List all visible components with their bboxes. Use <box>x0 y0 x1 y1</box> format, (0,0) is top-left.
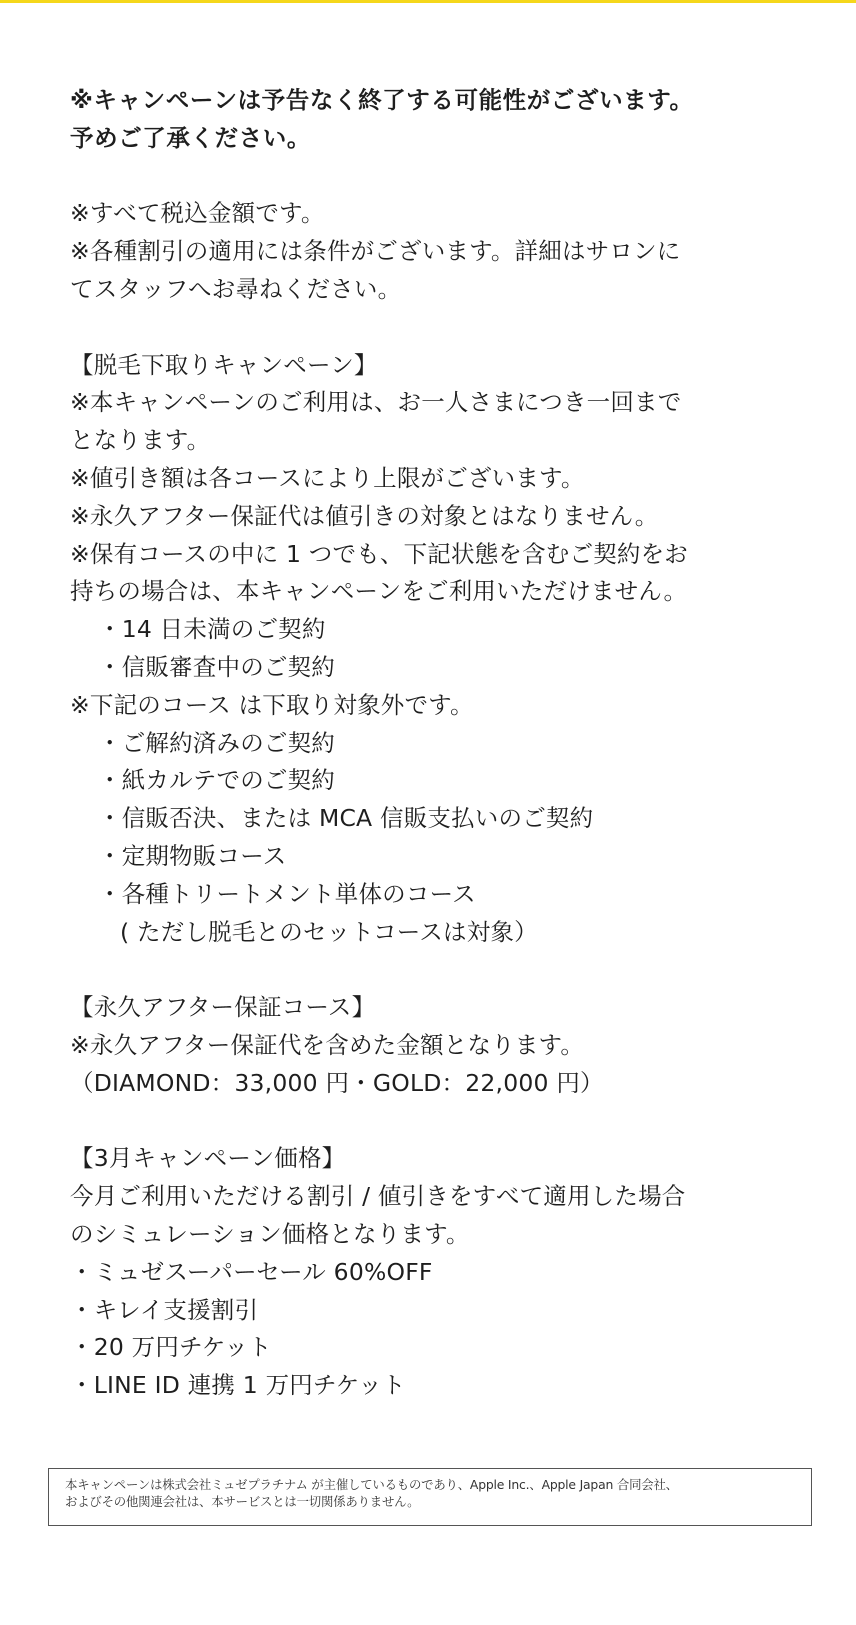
tradein-note: ※本キャンペーンのご利用は、お一人さまにつき一回まで <box>70 388 682 417</box>
spacer <box>70 309 810 347</box>
notice-line-1: ※キャンペーンは予告なく終了する可能性がございます。 <box>70 86 694 114</box>
spacer <box>70 1103 810 1141</box>
top-accent-bar <box>0 0 856 3</box>
march-item: ・20 万円チケット <box>70 1333 272 1362</box>
disclaimer-line-2: およびその他関連会社は、本サービスとは一切関係ありません。 <box>65 1494 420 1509</box>
tradein-exclusion: ・定期物販コース <box>98 841 287 870</box>
tradein-note: ※値引き額は各コースにより上限がございます。 <box>70 463 585 492</box>
warranty-heading: 【永久アフター保証コース】 <box>70 993 376 1022</box>
tradein-exclusion: ・信販否決、または MCA 信販支払いのご契約 <box>98 804 594 833</box>
tradein-note: ※保有コースの中に 1 つでも、下記状態を含むご契約をお <box>70 539 689 568</box>
notice-line-2: 予めご了承ください。 <box>70 123 311 152</box>
general-note: ※すべて税込金額です。 <box>70 199 325 228</box>
tradein-heading: 【脱毛下取りキャンペーン】 <box>70 350 378 379</box>
campaign-notes <box>70 82 810 1405</box>
disclaimer-line-1: 本キャンペーンは株式会社ミュゼプラチナム が主催しているものであり、Apple Inc.、Apple Japan 合同会社、 <box>65 1477 678 1492</box>
march-item: ・LINE ID 連携 1 万円チケット <box>70 1371 406 1400</box>
general-note: ※各種割引の適用には条件がございます。詳細はサロンに <box>70 237 681 266</box>
tradein-note: ※永久アフター保証代は値引きの対象とはなりません。 <box>70 501 659 530</box>
tradein-condition: ・信販審査中のご契約 <box>98 652 335 681</box>
tradein-condition: ・14 日未満のご契約 <box>98 615 326 644</box>
spacer <box>70 951 810 989</box>
march-note: のシミュレーション価格となります。 <box>70 1219 470 1248</box>
warranty-note: ※永久アフター保証代を含めた金額となります。 <box>70 1030 585 1059</box>
tradein-note: 持ちの場合は、本キャンペーンをご利用いただけません。 <box>70 577 688 606</box>
march-item: ・ミュゼスーパーセール 60%OFF <box>70 1257 433 1286</box>
tradein-exclusion: ・各種トリートメント単体のコース <box>98 879 476 908</box>
disclaimer-box <box>48 1468 812 1526</box>
spacer <box>70 158 810 196</box>
march-heading: 【3月キャンペーン価格】 <box>70 1144 346 1173</box>
march-item: ・キレイ支援割引 <box>70 1295 259 1324</box>
general-note: てスタッフへお尋ねください。 <box>70 274 402 303</box>
tradein-exclusion: ・ご解約済みのご契約 <box>98 728 335 757</box>
tradein-exclusion-note: ( ただし脱毛とのセットコースは対象） <box>120 917 538 946</box>
tradein-exclusion: ・紙カルテでのご契約 <box>98 766 335 795</box>
tradein-note: となります。 <box>70 426 211 455</box>
tradein-exclusion-intro: ※下記のコース は下取り対象外です。 <box>70 690 474 719</box>
march-note: 今月ご利用いただける割引 / 値引きをすべて適用した場合 <box>70 1182 686 1211</box>
warranty-prices: （DIAMOND：33,000 円・GOLD：22,000 円） <box>70 1068 604 1097</box>
